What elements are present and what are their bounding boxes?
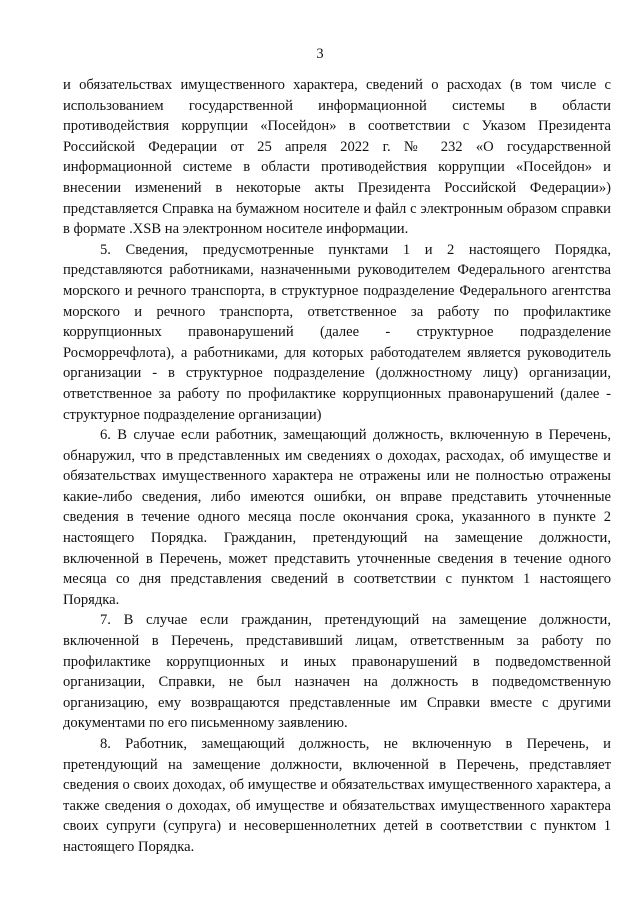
page-number: 3 bbox=[316, 46, 324, 62]
paragraph-continuation: и обязательствах имущественного характера, сведений о расходах (в том числе с использованием государственной информационной системы в области противодействия коррупции «Посейдон» в соответствии с Указом Президента Российской Федерации от 25 апреля 2022 г. № 232 «О государственной информационной системе в области противодействия коррупции «Посейдон» и внесении изменений в некоторые акты Президента Российской Федерации») представляется Справка на бумажном носителе и файл с электронным образом справки в формате .XSB на электронном носителе информации. bbox=[63, 77, 611, 238]
paragraph-item-5: 5. Сведения, предусмотренные пунктами 1 и 2 настоящего Порядка, представляются работниками, назначенными руководителем Федерального агентства морского и речного транспорта, в структурное подразделение Федерального агентства морского и речного транспорта, ответственное за работу по профилактике коррупционных правонарушений (далее - структурное подразделение Росморречфлота), а работниками, для которых работодателем является руководитель организации - в структурное подразделение (должностному лицу) организации, ответственное за работу по профилактике коррупционных правонарушений (далее - структурное подразделение организации) bbox=[63, 241, 611, 423]
paragraph-item-8: 8. Работник, замещающий должность, не включенную в Перечень, и претендующий на замещение должности, включенной в Перечень, представляет сведения о своих доходах, об имуществе и обязательствах имущественного характера, а также сведения о доходах, об имуществе и обязательствах имущественного характера своих супруги (супруга) и несовершеннолетних детей в соответствии с пунктом 1 настоящего Порядка. bbox=[63, 736, 611, 855]
paragraph-item-7: 7. В случае если гражданин, претендующий на замещение должности, включенной в Перечень, представивший лицам, ответственным за работу по профилактике коррупционных и иных правонарушений в подведомственной организации, Справки, не был назначен на должность в подведомственную организацию, ему возвращаются представленные им Справки вместе с другими документами по его письменному заявлению. bbox=[63, 612, 611, 732]
paragraph-item-6: 6. В случае если работник, замещающий должность, включенную в Перечень, обнаружил, что в представленных им сведениях о доходах, расходах, об имуществе и обязательствах имущественного характера не отражены или не полностью отражены какие-либо сведения, либо имеются ошибки, он вправе представить уточненные сведения в течение одного месяца после окончания срока, указанного в пункте 2 настоящего Порядка. Гражданин, претендующий на замещение должности, включенной в Перечень, может представить уточненные сведения в течение одного месяца со дня представления сведений в соответствии с пунктом 1 настоящего Порядка. bbox=[63, 427, 611, 608]
document-body bbox=[63, 75, 611, 858]
